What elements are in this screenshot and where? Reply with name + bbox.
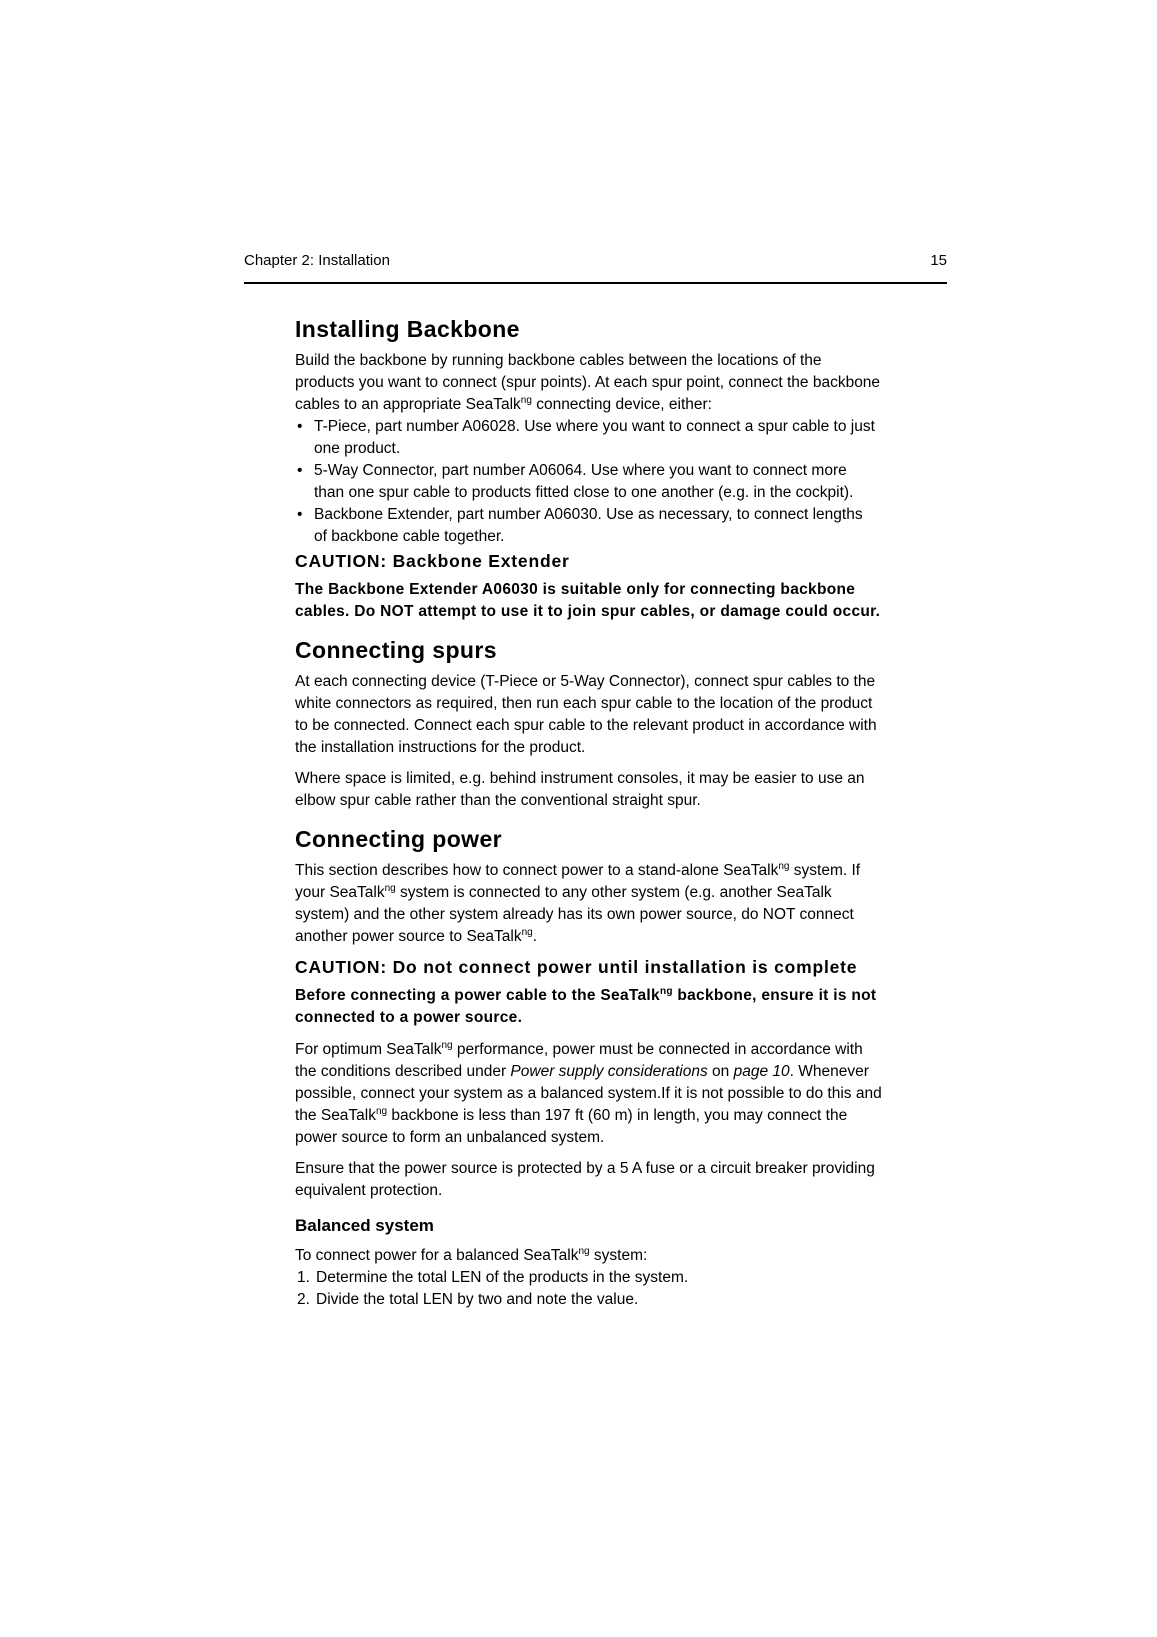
- subsection-title-balanced-system: Balanced system: [295, 1216, 434, 1235]
- section-title-installing-backbone: Installing Backbone: [295, 316, 520, 342]
- step-text: Divide the total LEN by two and note the value.: [316, 1291, 639, 1308]
- step-text: Determine the total LEN of the products in the system.: [316, 1269, 689, 1286]
- section-installing-backbone: [295, 316, 919, 623]
- section-connecting-spurs: [295, 637, 919, 812]
- running-header: [244, 252, 947, 284]
- step-number: 2.: [297, 1291, 310, 1308]
- caution-block-backbone-extender: [295, 551, 919, 623]
- bullet-item-backbone-extender: [295, 504, 919, 548]
- bullet-item-5-way-connector: [295, 460, 919, 504]
- paragraph: For optimum SeaTalk$^{ng}$ performance, power must be connected in accordance with the conditions described under Power supply considerations on page 10. Whenever possible, connect your system as a balanced system.If it is not possible to do this and the SeaTalk$^{ng}$ backbone is less than 197 ft (60 m) in length, you may connect the power source to form an unbalanced system.: [295, 1039, 882, 1146]
- chapter-title: Chapter 2: Installation: [244, 252, 390, 269]
- caution-title: CAUTION: Do not connect power until installation is complete: [295, 957, 858, 977]
- paragraph-balanced-system-intro: To connect power for a balanced SeaTalk$^{ng}$ system:: [295, 1245, 648, 1264]
- bullet-icon: •: [297, 506, 303, 523]
- bullet-item-t-piece: [295, 416, 919, 460]
- step-number: 1.: [297, 1269, 310, 1286]
- paragraph: This section describes how to connect power to a stand-alone SeaTalk$^{ng}$ system. If your SeaTalk$^{ng}$ system is connected to any other system (e.g. another SeaTalk system) and the other system already has its own power source, do NOT connect another power source to SeaTalk$^{ng}$.: [295, 860, 861, 945]
- section-title-connecting-spurs: Connecting spurs: [295, 637, 497, 663]
- bullet-icon: •: [297, 462, 303, 479]
- page-number: 15: [930, 252, 947, 269]
- step-item-1: [295, 1267, 919, 1289]
- page-content: [295, 302, 919, 1311]
- caution-block-do-not-connect-power: [295, 957, 919, 1029]
- section-title-connecting-power: Connecting power: [295, 826, 503, 852]
- caution-body: Before connecting a power cable to the SeaTalk$^{ng}$ backbone, ensure it is not connected to a power source.: [295, 985, 877, 1026]
- numbered-list-balanced-steps: [295, 1267, 919, 1311]
- caution-title: CAUTION: Backbone Extender: [295, 551, 570, 571]
- bullet-text: 5-Way Connector, part number A06064. Use where you want to connect more than one spur cable to products fitted close to one another (e.g. in the cockpit).: [314, 462, 854, 501]
- paragraph: At each connecting device (T-Piece or 5-Way Connector), connect spur cables to the white connectors as required, then run each spur cable to the location of the product to be connected. Connect each spur cable to the relevant product in accordance with the installation instructions for the product.: [295, 673, 877, 756]
- paragraph-installing-backbone-intro: Build the backbone by running backbone cables between the locations of the products you want to connect (spur points). At each spur point, connect the backbone cables to an appropriate SeaTalk$^{ng}$ connecting device, either:: [295, 352, 881, 413]
- step-item-2: [295, 1289, 919, 1311]
- paragraph: Where space is limited, e.g. behind instrument consoles, it may be easier to use an elbow spur cable rather than the conventional straight spur.: [295, 770, 865, 809]
- subsection-balanced-system: [295, 1216, 919, 1311]
- section-connecting-power: [295, 826, 919, 1311]
- paragraph: Ensure that the power source is protected by a 5 A fuse or a circuit breaker providing equivalent protection.: [295, 1160, 875, 1199]
- caution-body: The Backbone Extender A06030 is suitable only for connecting backbone cables. Do NOT attempt to use it to join spur cables, or damage could occur.: [295, 581, 881, 620]
- bullet-list-connecting-devices: [295, 416, 919, 548]
- bullet-text: T-Piece, part number A06028. Use where you want to connect a spur cable to just one product.: [314, 418, 875, 457]
- bullet-icon: •: [297, 418, 303, 435]
- bullet-text: Backbone Extender, part number A06030. Use as necessary, to connect lengths of backbone cable together.: [314, 506, 863, 545]
